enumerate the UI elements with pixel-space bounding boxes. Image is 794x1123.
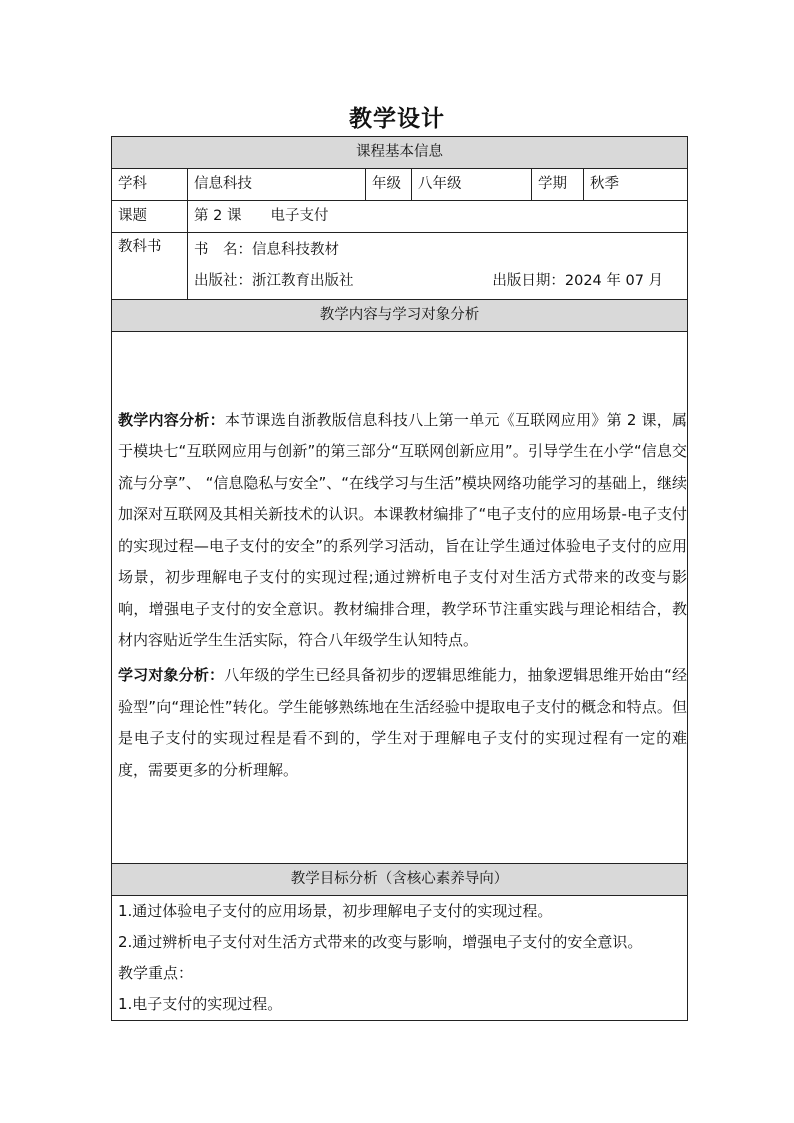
subject-value: 信息科技 [188,169,366,201]
analysis-body [112,332,688,864]
publisher-row [194,266,687,297]
grade-value: 八年级 [412,169,532,201]
book-name: 书 名：信息科技教材 [194,242,339,258]
learner-analysis-label: 学习对象分析： [118,666,225,685]
term-label: 学期 [532,169,584,201]
key-point-line: 1.电子支付的实现过程。 [118,995,283,1013]
lesson-plan-table [111,136,688,1021]
content-analysis-text: 本节课选自浙教版信息科技八上第一单元《互联网应用》第 2 课，属于模块七“互联网应用与创新”的第三部分“互联网创新应用”。引导学生在小学“信息交流与分享”、 “信息隐私与安全”、“在线学习与生活”模块网络功能学习的基础上，继续加深对互联网及其相关新技术的认识。本课教材编排了“电子支付的应用场景-电子支付的实现过程—电子支付的安全”的系列学习活动，旨在让学生通过体验电子支付的应用场景，初步理解电子支付的实现过程;通过辨析电子支付对生活方式带来的改变与影响，增强电子支付的安全意识。教材编排合理，教学环节注重实践与理论相结合，教材内容贴近学生生活实际，符合八年级学生认知特点。 [118,411,688,649]
content-analysis-paragraph [118,405,687,656]
key-points-heading: 教学重点： [118,964,194,982]
lesson-value: 第 2 课 电子支付 [188,201,688,233]
objectives-body [112,896,688,1021]
section-header-objectives: 教学目标分析（含核心素养导向） [112,864,688,896]
textbook-info [188,233,688,300]
subject-label: 学科 [112,169,188,201]
section-header-basic-info: 课程基本信息 [112,137,688,169]
publication-date: 出版日期：2024 年 07 月 [492,273,664,289]
publisher: 出版社：浙江教育出版社 [194,273,354,289]
section-header-content-analysis: 教学内容与学习对象分析 [112,300,688,332]
document-title: 教学设计 [349,106,445,132]
lesson-label: 课题 [112,201,188,233]
objective-line: 1.通过体验电子支付的应用场景，初步理解电子支付的实现过程。 [118,902,553,920]
learner-analysis-text: 八年级的学生已经具备初步的逻辑思维能力，抽象逻辑思维开始由“经验型”向“理论性”转化。学生能够熟练地在生活经验中提取电子支付的概念和特点。但是电子支付的实现过程是看不到的，学生对于理解电子支付的实现过程有一定的难度，需要更多的分析理解。 [118,666,688,779]
learner-analysis-paragraph [118,660,687,786]
content-analysis-label: 教学内容分析： [118,411,225,430]
textbook-label: 教科书 [112,233,188,300]
objective-line: 2.通过辨析电子支付对生活方式带来的改变与影响，增强电子支付的安全意识。 [118,933,643,951]
term-value: 秋季 [584,169,688,201]
grade-label: 年级 [366,169,412,201]
